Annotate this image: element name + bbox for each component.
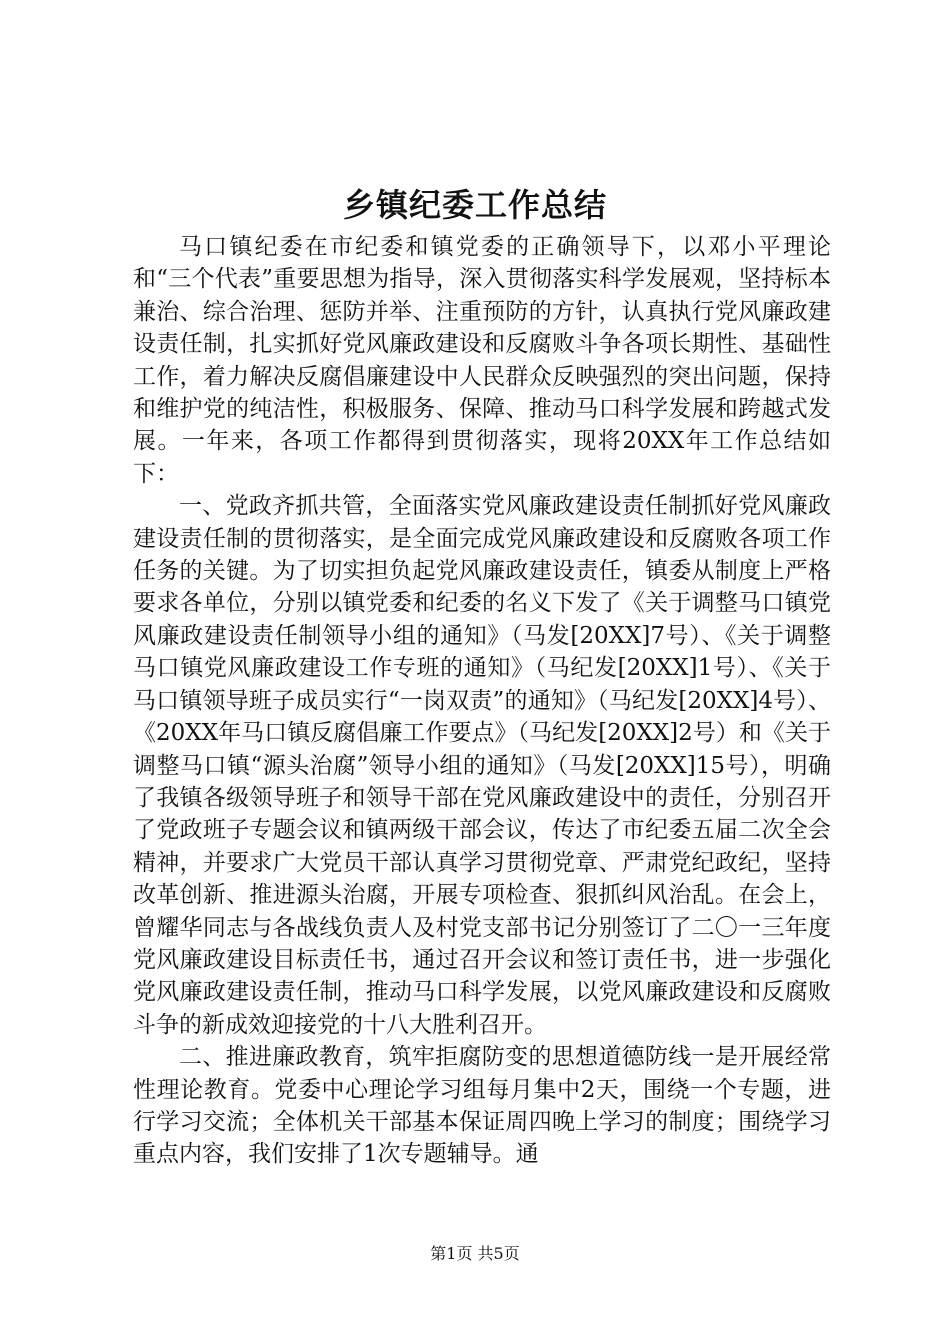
page-footer: 第1页 共5页 (430, 1244, 520, 1263)
document-body (133, 231, 831, 1171)
document-title: 乡镇纪委工作总结 (342, 186, 607, 224)
paragraph-intro: 马口镇纪委在市纪委和镇党委的正确领导下，以邓小平理论和“三个代表”重要思想为指导，深入贯彻落实科学发展观，坚持标本兼治、综合治理、惩防并举、注重预防的方针，认真执行党风廉政建设责任制，扎实抓好党风廉政建设和反腐败斗争各项长期性、基础性工作，着力解决反腐倡廉建设中人民群众反映强烈的突出问题，保持和维护党的纯洁性，积极服务、保障、推动马口科学发展和跨越式发展。一年来，各项工作都得到贯彻落实，现将20XX年工作总结如下： (133, 234, 831, 487)
paragraph-section-2: 二、推进廉政教育，筑牢拒腐防变的思想道德防线一是开展经常性理论教育。党委中心理论学习组每月集中2天，围绕一个专题，进行学习交流；全体机关干部基本保证周四晚上学习的制度；围绕学习重点内容，我们安排了1次专题辅导。通 (133, 1044, 831, 1168)
paragraph-section-1: 一、党政齐抓共管，全面落实党风廉政建设责任制抓好党风廉政建设责任制的贯彻落实，是全面完成党风廉政建设和反腐败各项工作任务的关键。为了切实担负起党风廉政建设责任，镇委从制度上严格要求各单位，分别以镇党委和纪委的名义下发了《关于调整马口镇党风廉政建设责任制领导小组的通知》（马发[20XX]7号）、《关于调整马口镇党风廉政建设工作专班的通知》（马纪发[20XX]1号）、《关于马口镇领导班子成员实行“一岗双责”的通知》（马纪发[20XX]4号）、《20XX年马口镇反腐倡廉工作要点》（马纪发[20XX]2号）和《关于调整马口镇“源头治腐”领导小组的通知》（马发[20XX]15号），明确了我镇各级领导班子和领导干部在党风廉政建设中的责任，分别召开了党政班子专题会议和镇两级干部会议，传达了市纪委五届二次全会精神，并要求广大党员干部认真学习贯彻党章、严肃党纪政纪，坚持改革创新、推进源头治腐，开展专项检查、狠抓纠风治乱。在会上，曾耀华同志与各战线负责人及村党支部书记分别签订了二〇一三年度党风廉政建设目标责任书，通过召开会议和签订责任书，进一步强化党风廉政建设责任制，推动马口科学发展，以党风廉政建设和反腐败斗争的新成效迎接党的十八大胜利召开。 (133, 493, 831, 1038)
